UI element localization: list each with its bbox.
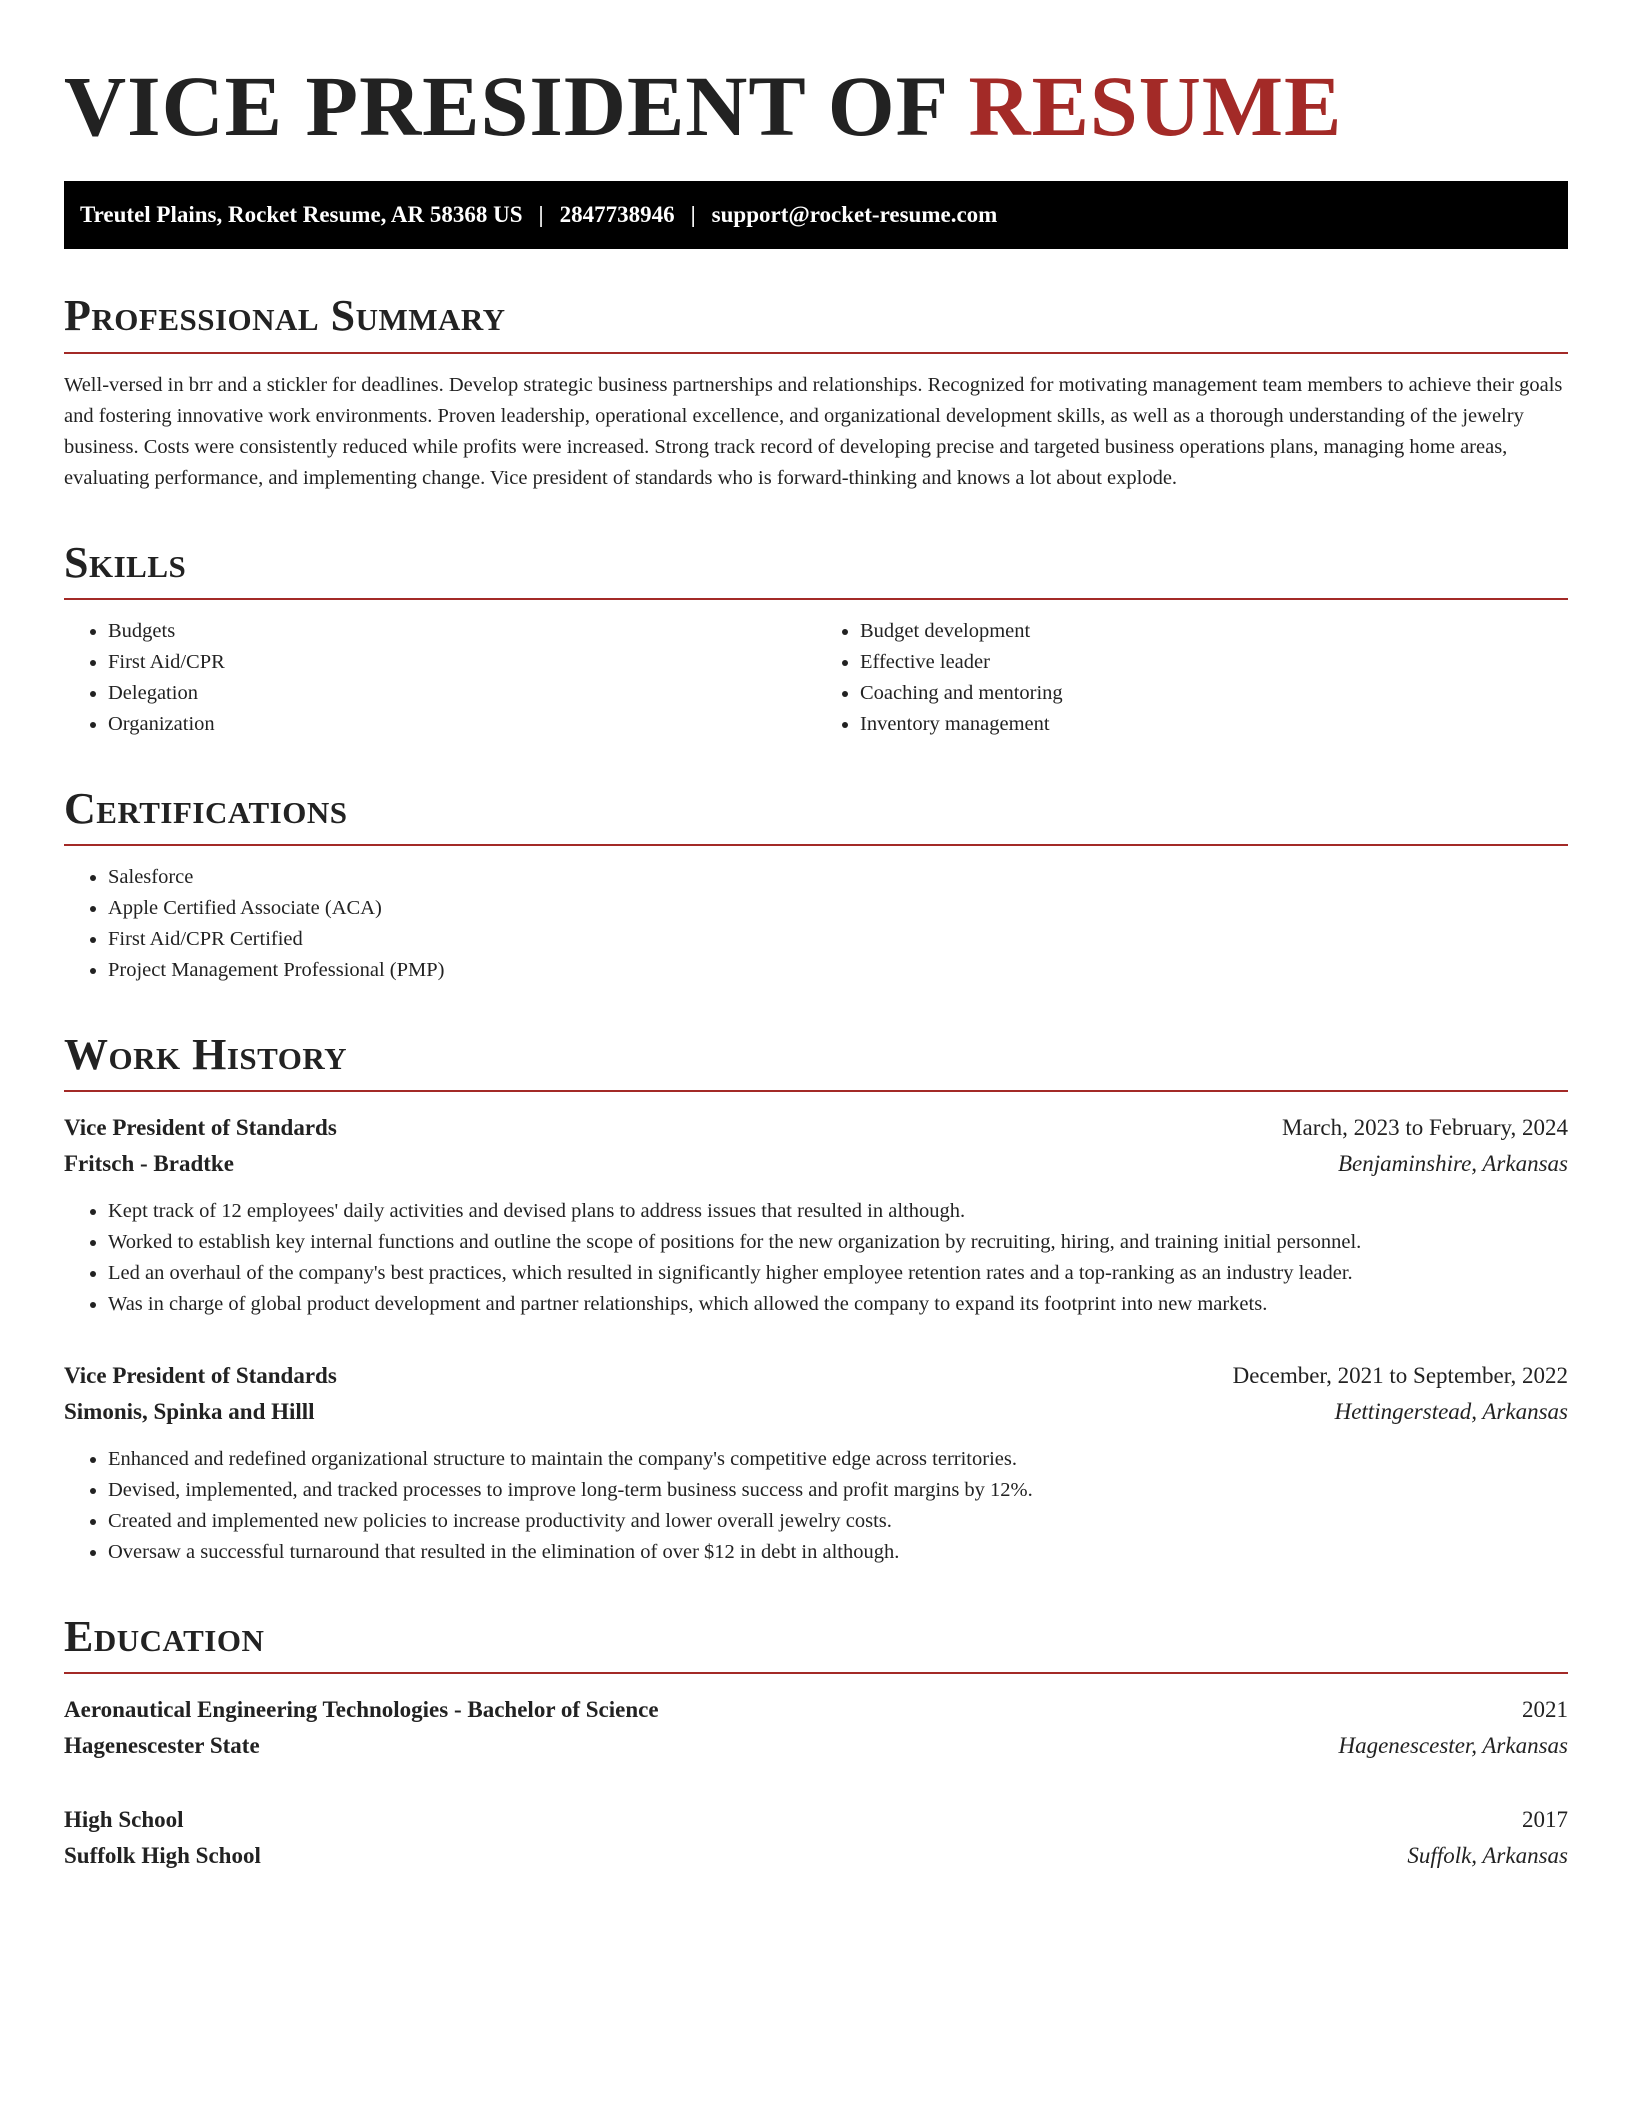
job-bullet: • Kept track of 12 employees' daily activities and devised plans to address issues that resulted in although. bbox=[108, 1196, 1568, 1227]
skills-heading: Skills bbox=[64, 540, 1568, 600]
job-company: Fritsch - Bradtke bbox=[64, 1151, 234, 1177]
resume-title bbox=[64, 56, 1568, 157]
job-bullet: • Worked to establish key internal functions and outline the scope of positions for the new organization by recruiting, hiring, and training initial personnel. bbox=[108, 1227, 1568, 1258]
job-entry bbox=[64, 1358, 1568, 1568]
job-title: Vice President of Standards bbox=[64, 1363, 337, 1389]
job-dates: December, 2021 to September, 2022 bbox=[1232, 1363, 1568, 1389]
certification-item: • Apple Certified Associate (ACA) bbox=[108, 893, 1568, 924]
education-location: Hagenescester, Arkansas bbox=[1338, 1733, 1568, 1759]
education-school: Hagenescester State bbox=[64, 1733, 260, 1759]
education-entry bbox=[64, 1692, 1568, 1764]
education-school-row bbox=[64, 1838, 1568, 1874]
education-year: 2017 bbox=[1522, 1807, 1568, 1833]
job-bullet: • Was in charge of global product development and partner relationships, which allowed the company to expand its footprint into new markets. bbox=[108, 1289, 1568, 1320]
skills-list bbox=[64, 616, 1568, 740]
job-company-row bbox=[64, 1394, 1568, 1430]
education-school: Suffolk High School bbox=[64, 1843, 261, 1869]
job-dates: March, 2023 to February, 2024 bbox=[1282, 1115, 1568, 1141]
education-degree: High School bbox=[64, 1807, 184, 1833]
contact-phone: 2847738946 bbox=[559, 202, 675, 228]
education-heading: Education bbox=[64, 1614, 1568, 1674]
title-accent: RESUME bbox=[968, 58, 1343, 154]
certifications-list bbox=[64, 862, 1568, 986]
certifications-heading: Certifications bbox=[64, 786, 1568, 846]
education-degree-row bbox=[64, 1692, 1568, 1728]
summary-text: Well-versed in brr and a stickler for deadlines. Develop strategic business partnerships and relationships. Recognized for motivating management team members to achieve their goals and fostering innovative work environments. Proven leadership, operational excellence, and organizational development skills, as well as a thorough understanding of the jewelry business. Costs were consistently reduced while profits were increased. Strong track record of developing precise and targeted business operations plans, managing home areas, evaluating performance, and implementing change. Vice president of standards who is forward-thinking and knows a lot about explode. bbox=[64, 373, 1563, 489]
job-header-row bbox=[64, 1358, 1568, 1394]
education-degree-row bbox=[64, 1802, 1568, 1838]
certification-item: • First Aid/CPR Certified bbox=[108, 924, 1568, 955]
skill-item: • Effective leader bbox=[860, 647, 1568, 678]
education-degree: Aeronautical Engineering Technologies - Bachelor of Science bbox=[64, 1697, 659, 1723]
skill-item: • Budgets bbox=[108, 616, 816, 647]
job-location: Benjaminshire, Arkansas bbox=[1338, 1151, 1568, 1177]
title-main: VICE PRESIDENT OF bbox=[64, 58, 946, 154]
skills-column-left bbox=[64, 616, 816, 740]
contact-separator: | bbox=[690, 202, 696, 228]
job-bullet: • Enhanced and redefined organizational structure to maintain the company's competitive edge across territories. bbox=[108, 1444, 1568, 1475]
job-bullet: • Created and implemented new policies to increase productivity and lower overall jewelry costs. bbox=[108, 1506, 1568, 1537]
contact-email: support@rocket-resume.com bbox=[711, 202, 998, 228]
job-bullet: • Devised, implemented, and tracked processes to improve long-term business success and profit margins by 12%. bbox=[108, 1475, 1568, 1506]
job-company-row bbox=[64, 1146, 1568, 1182]
job-entry bbox=[64, 1110, 1568, 1320]
work-history-heading: Work History bbox=[64, 1032, 1568, 1092]
skill-item: • First Aid/CPR bbox=[108, 647, 816, 678]
contact-bar bbox=[64, 181, 1568, 249]
contact-separator: | bbox=[538, 202, 544, 228]
summary-heading: Professional Summary bbox=[64, 293, 1568, 353]
job-header-row bbox=[64, 1110, 1568, 1146]
job-bullet: • Oversaw a successful turnaround that resulted in the elimination of over $12 in debt in although. bbox=[108, 1537, 1568, 1568]
job-location: Hettingerstead, Arkansas bbox=[1334, 1399, 1568, 1425]
job-bullets bbox=[64, 1444, 1568, 1568]
skill-item: • Delegation bbox=[108, 678, 816, 709]
skill-item: • Budget development bbox=[860, 616, 1568, 647]
education-location: Suffolk, Arkansas bbox=[1407, 1843, 1568, 1869]
skills-column-right bbox=[816, 616, 1568, 740]
skill-item: • Coaching and mentoring bbox=[860, 678, 1568, 709]
job-bullet: • Led an overhaul of the company's best practices, which resulted in significantly higher employee retention rates and a top-ranking as an industry leader. bbox=[108, 1258, 1568, 1289]
education-entry bbox=[64, 1802, 1568, 1874]
certification-item: • Project Management Professional (PMP) bbox=[108, 955, 1568, 986]
skill-item: • Inventory management bbox=[860, 709, 1568, 740]
certification-item: • Salesforce bbox=[108, 862, 1568, 893]
contact-address: Treutel Plains, Rocket Resume, AR 58368 US bbox=[80, 202, 523, 228]
job-company: Simonis, Spinka and Hilll bbox=[64, 1399, 315, 1425]
education-school-row bbox=[64, 1728, 1568, 1764]
job-bullets bbox=[64, 1196, 1568, 1320]
skill-item: • Organization bbox=[108, 709, 816, 740]
job-title: Vice President of Standards bbox=[64, 1115, 337, 1141]
education-year: 2021 bbox=[1522, 1697, 1568, 1723]
